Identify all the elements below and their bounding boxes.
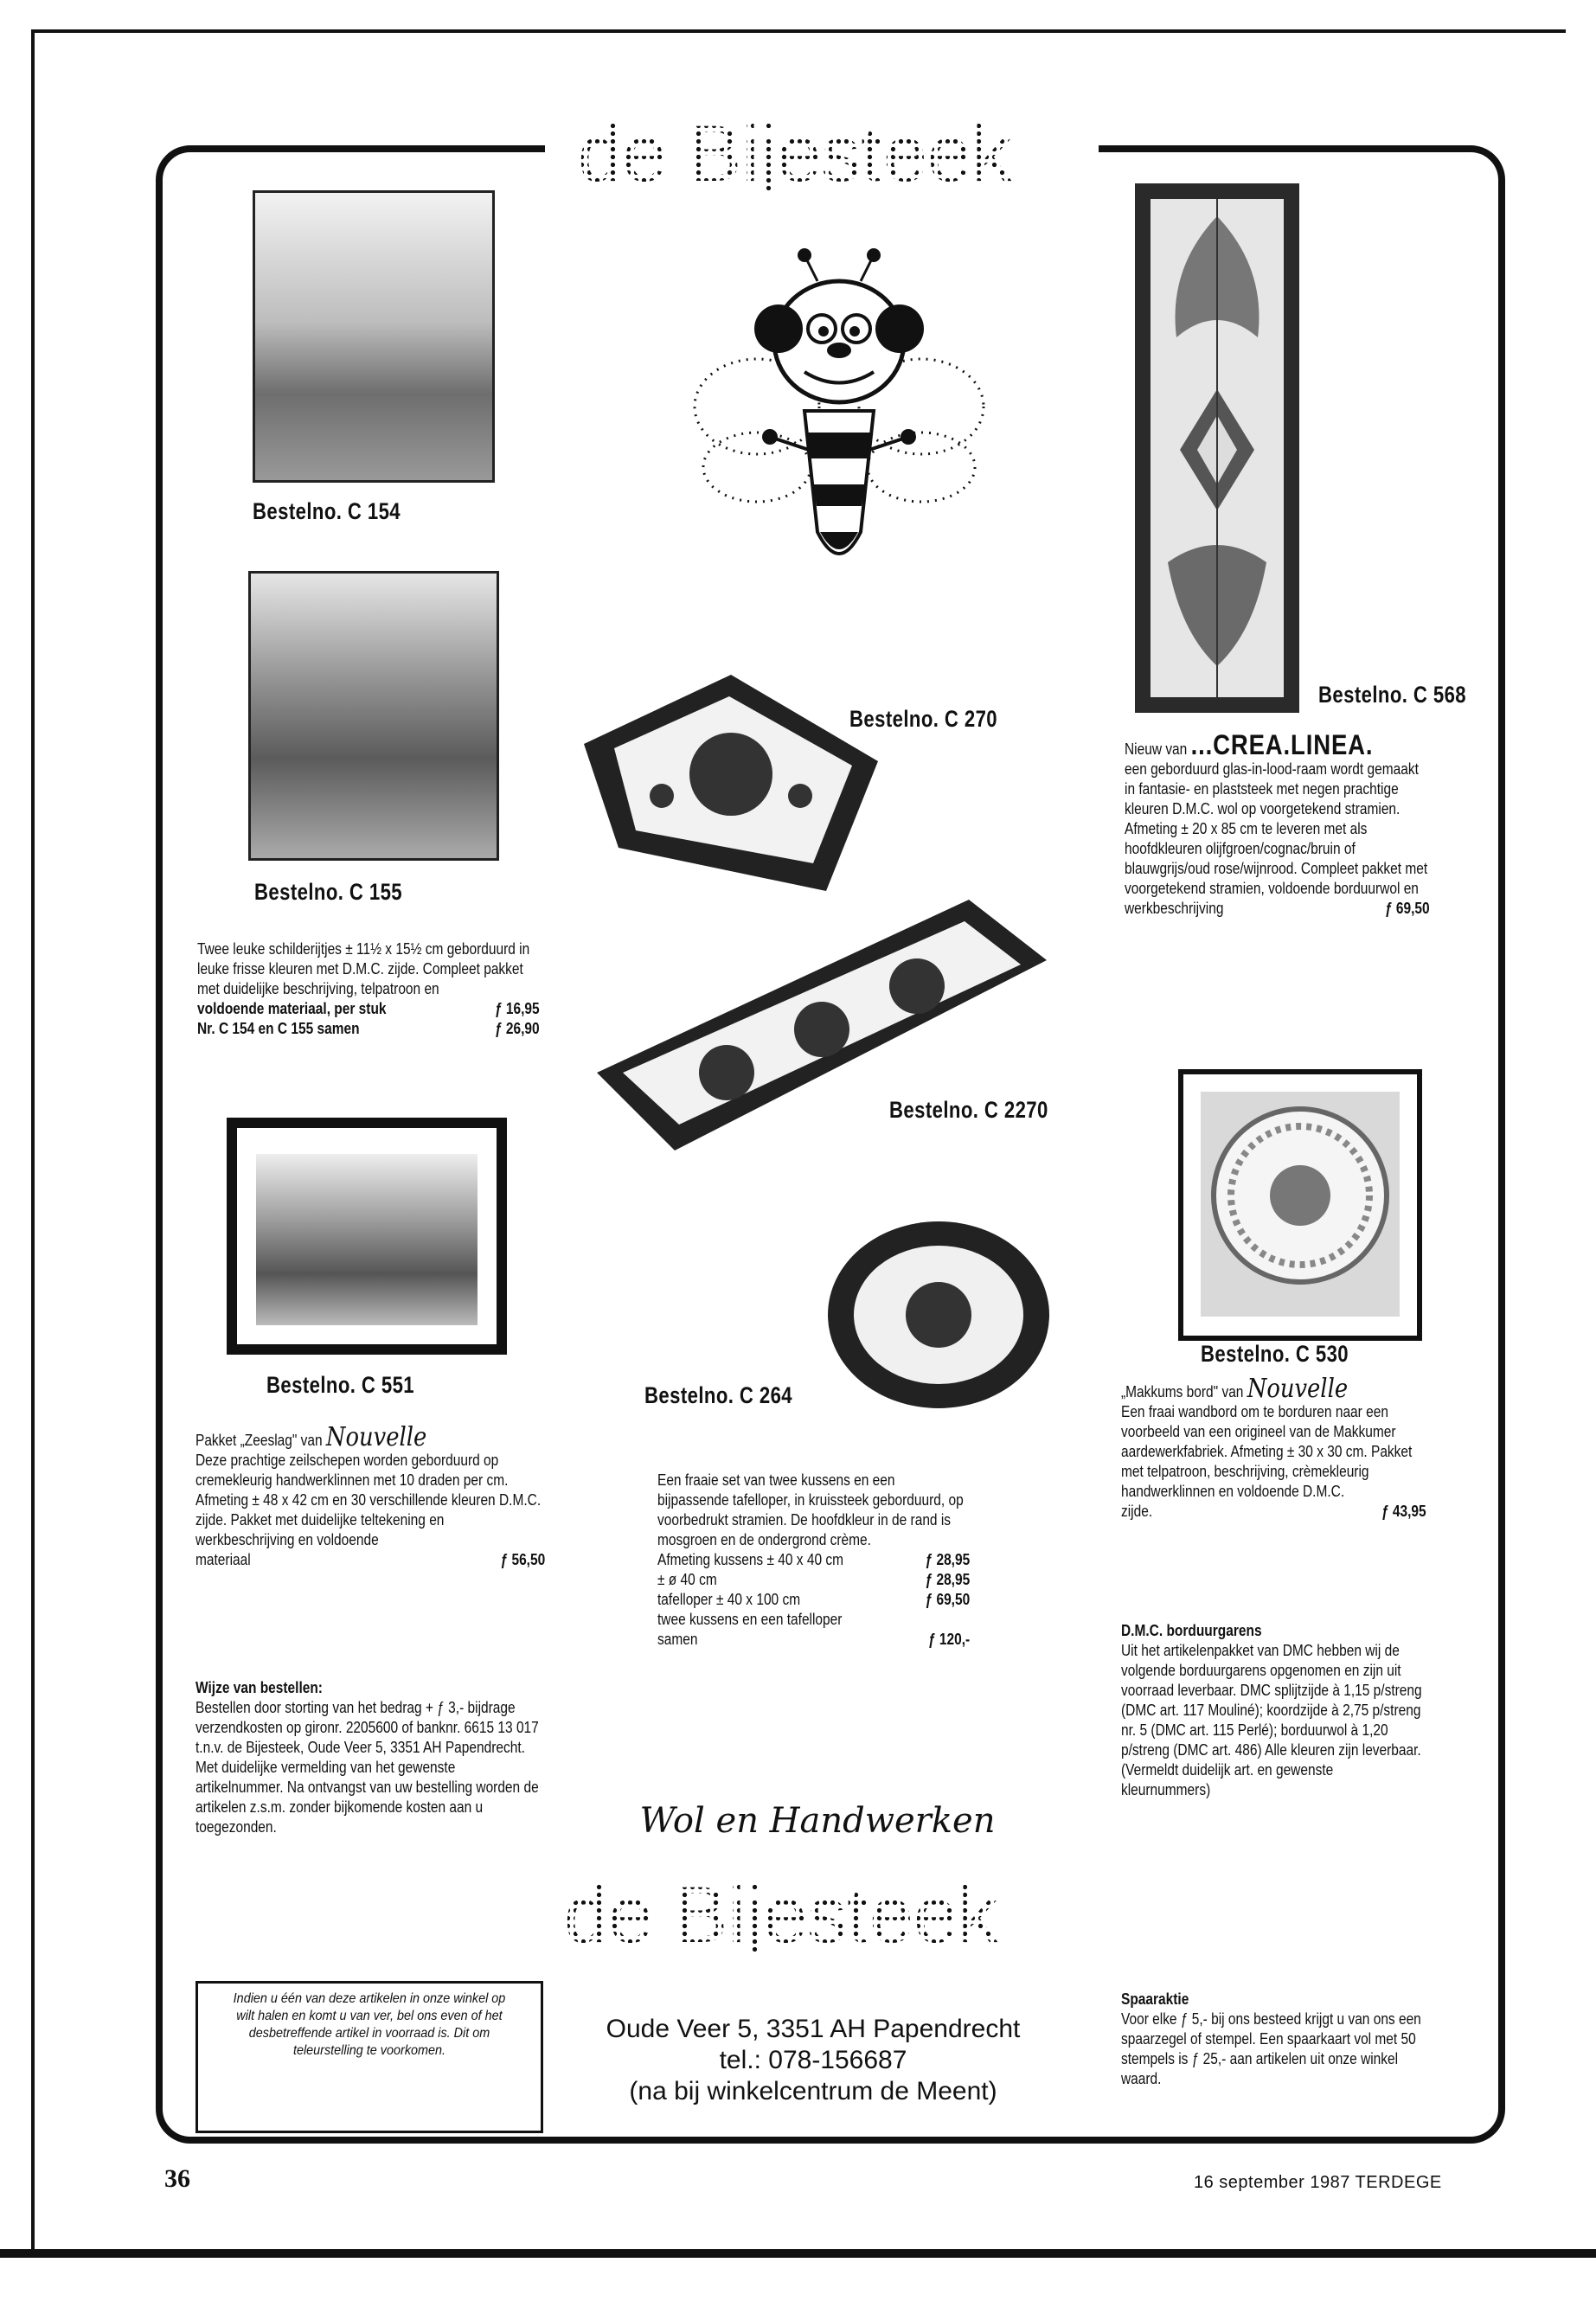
c264-price-1: ƒ 28,95 — [925, 1551, 971, 1568]
c551-price-row — [195, 1550, 545, 1570]
c568-price-label: werkbeschrijving — [1125, 900, 1224, 917]
nouvelle-logo: Nouvelle — [325, 1422, 427, 1452]
c264-price-row-1 — [657, 1550, 970, 1570]
c530-price-row — [1121, 1502, 1426, 1522]
c530-price-label: zijde. — [1121, 1503, 1153, 1520]
code-c264: Bestelno. C 264 — [644, 1382, 793, 1408]
c264-price-label-4: twee kussens en een tafelloper samen — [657, 1611, 843, 1648]
c264-price-3: ƒ 69,50 — [925, 1591, 971, 1608]
code-c2270: Bestelno. C 2270 — [889, 1097, 1048, 1123]
crea-linea-logo: ...CREA.LINEA. — [1190, 729, 1374, 760]
shop-contact-block — [554, 2014, 1073, 2107]
c568-intro-line — [1125, 729, 1430, 760]
ordering-text: Bestellen door storting van het bedrag + ƒ 3,- bijdrage verzendkosten op gironr. 2205600 of banknr. 6615 13 017 t.n.v. de Bijesteek, Oude Veer 5, 3351 AH Papendrecht. Met duidelijke vermelding van het gewenste artikelnummer. Na ontvangst van uw bestelling worden de artikelen z.s.m. zonder bijkomende kosten aan u toegezonden. — [195, 1699, 539, 1836]
notice-text: Indien u één van deze artikelen in onze winkel op wilt halen en komt u van ver, bel ons even of het desbetreffende artikel in voorraad is. Dit om teleurstelling te voorkomen. — [233, 1991, 506, 2058]
stained-glass-image-c568 — [1151, 199, 1284, 697]
c155-price-1: ƒ 16,95 — [494, 1000, 540, 1017]
c551-description-block — [195, 1422, 546, 1570]
shop-location: (na bij winkelcentrum de Meent) — [629, 2077, 997, 2106]
code-c551: Bestelno. C 551 — [266, 1372, 415, 1398]
ordering-block — [195, 1678, 545, 1837]
c530-description-block — [1121, 1374, 1426, 1522]
c568-intro: Nieuw van — [1125, 740, 1188, 758]
c551-price: ƒ 56,50 — [500, 1551, 546, 1568]
c264-price-label-2: ± ø 40 cm — [657, 1571, 717, 1588]
code-c155: Bestelno. C 155 — [254, 879, 403, 905]
c155-price-label-1: voldoende materiaal, per stuk — [197, 1000, 387, 1017]
page-border-top — [35, 29, 1566, 33]
c264-price-4: ƒ 120,- — [927, 1631, 971, 1648]
c155-description: Twee leuke schilderijtjes ± 11½ x 15½ cm geborduurd in leuke frisse kleuren met D.M.C. zijde. Compleet pakket met duidelijke beschrijving, telpatroon en — [197, 940, 530, 997]
ship-embroidery-frame — [227, 1118, 507, 1355]
savings-block — [1121, 1990, 1426, 2089]
c155-price-2: ƒ 26,90 — [494, 1020, 540, 1037]
shop-address: Oude Veer 5, 3351 AH Papendrecht — [606, 2015, 1021, 2043]
cushion-image-c270 — [567, 666, 895, 908]
header-brand: de Bijesteek — [578, 110, 1012, 198]
c264-price-row-2 — [657, 1570, 970, 1590]
c264-price-label-3: tafelloper ± 40 x 100 cm — [657, 1591, 801, 1608]
c155-price-row-2 — [197, 1019, 540, 1039]
savings-text: Voor elke ƒ 5,- bij ons besteed krijgt u van ons een spaarzegel of stempel. Een spaarkaart vol met 50 stempels is ƒ 25,- aan artikelen uit onze winkel waard. — [1121, 2010, 1421, 2087]
c530-intro: „Makkums bord" van — [1121, 1383, 1244, 1400]
ship-embroidery-image-c551 — [256, 1154, 478, 1325]
cottage-embroidery-image-c154 — [253, 190, 495, 483]
c264-price-row-3 — [657, 1590, 970, 1610]
code-c154: Bestelno. C 154 — [253, 498, 401, 524]
ordering-heading: Wijze van bestellen: — [195, 1679, 323, 1696]
code-c530: Bestelno. C 530 — [1201, 1341, 1349, 1367]
cottage-embroidery-image-c155 — [248, 571, 499, 861]
page-border-bottom — [0, 2249, 1596, 2258]
c264-price-row-4 — [657, 1610, 970, 1650]
nouvelle-logo-2: Nouvelle — [1247, 1374, 1349, 1404]
c264-description: Een fraaie set van twee kussens en een bijpassende tafelloper, in kruissteek geborduurd, op voorbedrukt stramien. De hoofdkleur in de rand is mosgroen en de ondergrond crème. — [657, 1471, 964, 1548]
c568-price-row — [1125, 899, 1430, 919]
page-number: 36 — [164, 2164, 190, 2193]
notice-box — [195, 1981, 543, 2133]
c551-price-label: materiaal — [195, 1551, 251, 1568]
code-c568: Bestelno. C 568 — [1318, 682, 1467, 708]
c155-description-block — [197, 939, 540, 1039]
c530-price: ƒ 43,95 — [1381, 1503, 1426, 1520]
plate-image-c530 — [1201, 1092, 1400, 1317]
c264-price-label-1: Afmeting kussens ± 40 x 40 cm — [657, 1551, 843, 1568]
page-border-left — [31, 29, 35, 2249]
c530-intro-line — [1121, 1374, 1426, 1404]
c551-intro: Pakket „Zeeslag" van — [195, 1432, 323, 1449]
stained-glass-frame — [1135, 183, 1299, 713]
bee-mascot-illustration — [675, 247, 1003, 610]
dmc-text: Uit het artikelenpakket van DMC hebben wij de volgende borduurgarens opgenomen en zijn uit voorraad leverbaar. DMC splijtzijde à 1,15 p/streng (DMC art. 117 Mouliné); koordzijde à 2,75 p/streng nr. 5 (DMC art. 115 Perlé); borduurwol à 1,20 p/streng (DMC art. 486) Alle kleuren zijn leverbaar. (Vermeldt duidelijk art. en gewenste kleurnummers) — [1121, 1642, 1422, 1798]
round-cushion-image-c264 — [826, 1220, 1051, 1410]
shop-tagline: Wol en Handwerken — [639, 1801, 996, 1841]
shop-name: de Bijesteek — [564, 1871, 998, 1959]
dmc-heading: D.M.C. borduurgarens — [1121, 1622, 1262, 1639]
c264-price-2: ƒ 28,95 — [925, 1571, 971, 1588]
c568-description: een geborduurd glas-in-lood-raam wordt gemaakt in fantasie- en plaststeek met negen prachtige kleuren D.M.C. wol op voorgetekend stramien. Afmeting ± 20 x 85 cm te leveren met als hoofdkleuren olijfgroen/cognac/bruin of blauwgrijs/oud rose/wijnrood. Compleet pakket met voorgetekend stramien, voldoende borduurwol en — [1125, 760, 1428, 897]
c264-description-block — [657, 1471, 970, 1650]
c568-price: ƒ 69,50 — [1384, 900, 1430, 917]
plate-frame — [1178, 1069, 1422, 1341]
code-c270: Bestelno. C 270 — [849, 706, 998, 732]
c530-description: Een fraai wandbord om te borduren naar een voorbeeld van een origineel van de Makkumer aardewerkfabriek. Afmeting ± 30 x 30 cm. Pakket met telpatroon, beschrijving, crèmekleurig handwerklinnen en voldoende D.M.C. — [1121, 1403, 1413, 1500]
shop-phone: tel.: 078-156687 — [719, 2046, 907, 2074]
issue-footer: 16 september 1987 TERDEGE — [1194, 2173, 1442, 2192]
c551-description: Deze prachtige zeilschepen worden geborduurd op cremekleurig handwerklinnen met 10 draden per cm. Afmeting ± 48 x 42 cm en 30 verschillende kleuren D.M.C. zijde. Pakket met duidelijke teltekening en werkbeschrijving en voldoende — [195, 1452, 542, 1548]
c568-description-block — [1125, 729, 1430, 919]
dmc-block — [1121, 1621, 1426, 1800]
c155-price-label-2: Nr. C 154 en C 155 samen — [197, 1020, 360, 1037]
c155-price-row-1 — [197, 999, 540, 1019]
c551-intro-line — [195, 1422, 545, 1452]
savings-heading: Spaaraktie — [1121, 1990, 1189, 2008]
